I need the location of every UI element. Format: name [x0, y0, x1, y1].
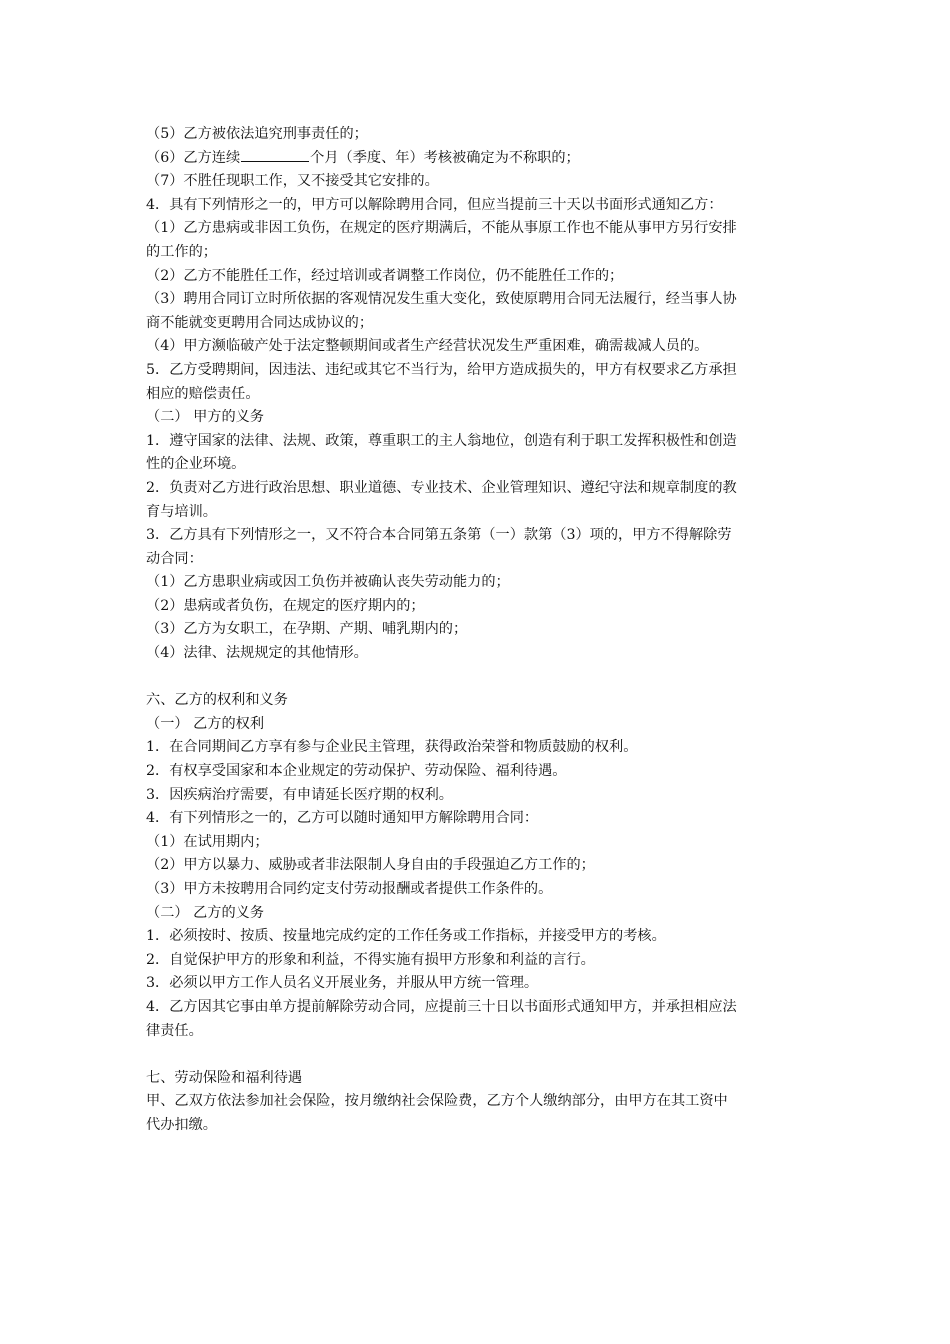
clause-line: 3．乙方具有下列情形之一，又不符合本合同第五条第（一）款第（3）项的，甲方不得解除劳: [146, 527, 732, 544]
clause-suffix: 个月（季度、年）考核被确定为不称职的；: [310, 149, 580, 166]
section-heading: 六、乙方的权利和义务: [146, 692, 288, 709]
subsection-heading: （二） 甲方的义务: [146, 409, 265, 426]
clause-line: 2．自觉保护甲方的形象和利益，不得实施有损甲方形象和利益的言行。: [146, 951, 595, 968]
clause-line: 1．必须按时、按质、按量地完成约定的工作任务或工作指标，并接受甲方的考核。: [146, 928, 666, 945]
clause-line: 相应的赔偿责任。: [146, 385, 260, 402]
clause-line: （4）甲方濒临破产处于法定整顿期间或者生产经营状况发生严重困难，确需裁减人员的。: [146, 338, 709, 355]
clause-line: （1）在试用期内；: [146, 833, 269, 850]
clause-line: 动合同：: [146, 550, 203, 567]
clause-line: 商不能就变更聘用合同达成协议的；: [146, 314, 374, 331]
clause-line: 的工作的；: [146, 243, 217, 260]
clause-line: 4．具有下列情形之一的，甲方可以解除聘用合同，但应当提前三十天以书面形式通知乙方：: [146, 196, 723, 213]
paragraph-gap: [146, 666, 816, 690]
paragraph-gap: [146, 1043, 816, 1067]
document-body: [146, 123, 816, 1138]
clause-line: （7）不胜任现职工作，又不接受其它安排的。: [146, 173, 439, 190]
clause-line-with-blank: [146, 147, 816, 171]
clause-line: （3）甲方未按聘用合同约定支付劳动报酬或者提供工作条件的。: [146, 881, 553, 897]
clause-line: 3．因疾病治疗需要，有申请延长医疗期的权利。: [146, 786, 453, 803]
clause-line: （4）法律、法规规定的其他情形。: [146, 645, 368, 662]
clause-line: 律责任。: [146, 1022, 203, 1039]
clause-line: 5．乙方受聘期间，因违法、违纪或其它不当行为，给甲方造成损失的，甲方有权要求乙方承担: [146, 361, 737, 378]
clause-line: （2）甲方以暴力、威胁或者非法限制人身自由的手段强迫乙方工作的；: [146, 857, 595, 874]
clause-line: 2．负责对乙方进行政治思想、职业道德、专业技术、企业管理知识、遵纪守法和规章制度的教: [146, 479, 737, 496]
clause-prefix: （6）乙方连续: [146, 149, 241, 166]
clause-line: （2）乙方不能胜任工作，经过培训或者调整工作岗位，仍不能胜任工作的；: [146, 267, 624, 284]
clause-line: （3）聘用合同订立时所依据的客观情况发生重大变化，致使原聘用合同无法履行，经当事人协: [146, 291, 737, 308]
clause-line: 1．在合同期间乙方享有参与企业民主管理，获得政治荣誉和物质鼓励的权利。: [146, 739, 638, 756]
clause-line: 2．有权享受国家和本企业规定的劳动保护、劳动保险、福利待遇。: [146, 763, 567, 780]
subsection-heading: （一） 乙方的权利: [146, 715, 265, 732]
clause-line: （1）乙方患职业病或因工负伤并被确认丧失劳动能力的；: [146, 574, 510, 591]
clause-line: （5）乙方被依法追究刑事责任的；: [146, 126, 368, 142]
fill-in-blank[interactable]: [241, 147, 309, 162]
clause-line: 4．有下列情形之一的，乙方可以随时通知甲方解除聘用合同：: [146, 810, 539, 827]
clause-line: 4．乙方因其它事由单方提前解除劳动合同，应提前三十日以书面形式通知甲方，并承担相应法: [146, 998, 737, 1015]
clause-line: 性的企业环境。: [146, 456, 246, 473]
clause-line: 3．必须以甲方工作人员名义开展业务，并服从甲方统一管理。: [146, 975, 539, 992]
clause-line: （1）乙方患病或非因工负伤，在规定的医疗期满后，不能从事原工作也不能从事甲方另行安排: [146, 220, 737, 237]
section-heading: 七、劳动保险和福利待遇: [146, 1069, 303, 1086]
clause-line: （2）患病或者负伤，在规定的医疗期内的；: [146, 597, 425, 614]
clause-line: 代办扣缴。: [146, 1116, 217, 1133]
clause-line: 育与培训。: [146, 503, 217, 520]
clause-line: （3）乙方为女职工，在孕期、产期、哺乳期内的；: [146, 621, 468, 638]
clause-line: 1．遵守国家的法律、法规、政策，尊重职工的主人翁地位，创造有利于职工发挥积极性和创造: [146, 432, 737, 449]
subsection-heading: （二） 乙方的义务: [146, 904, 265, 921]
clause-line: 甲、乙双方依法参加社会保险，按月缴纳社会保险费，乙方个人缴纳部分，由甲方在其工资中: [146, 1093, 728, 1110]
